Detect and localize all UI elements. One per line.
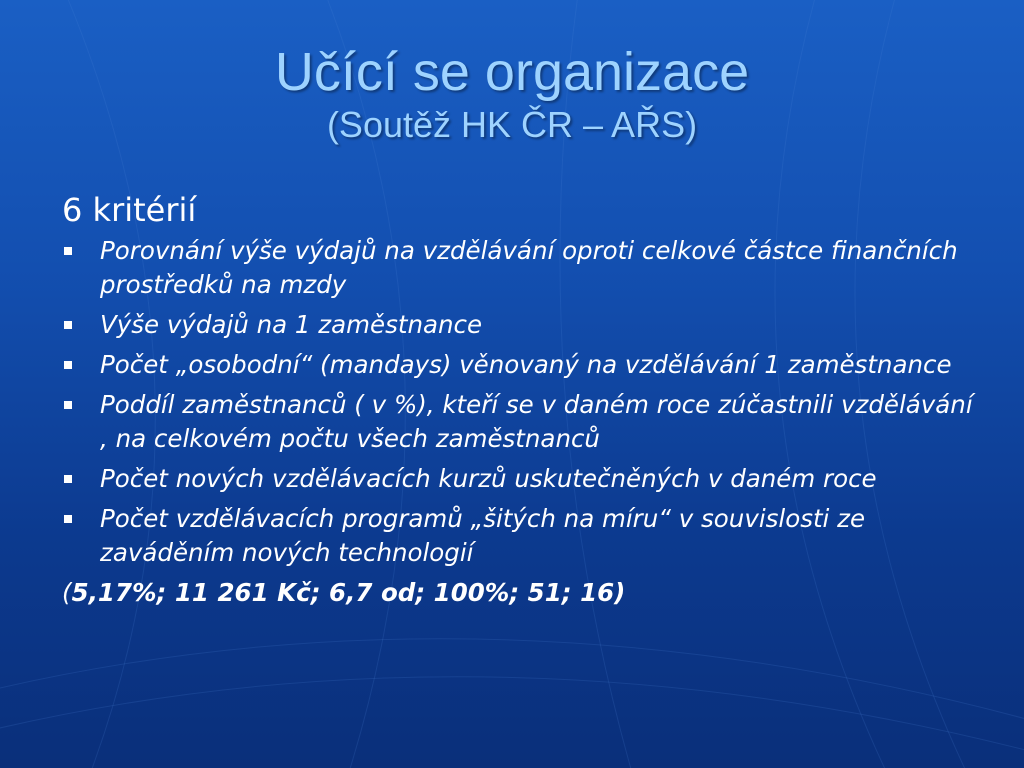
criteria-heading: 6 kritérií [62,191,197,229]
summary-line [62,576,982,610]
criteria-item [62,502,982,570]
slide-title: Učící se organizace [274,42,750,102]
square-bullet-icon [64,321,72,329]
criteria-item-text: Počet „osobodní“ (mandays) věnovaný na vzdělávání 1 zaměstnance [100,350,952,379]
title-block [0,40,1024,146]
criteria-item [62,234,982,302]
slide-subtitle: (Soutěž HK ČR – AŘS) [326,104,698,145]
criteria-item [62,308,982,342]
square-bullet-icon [64,361,72,369]
criteria-item-text: Poddíl zaměstnanců ( v %), kteří se v daném roce zúčastnili vzdělávání , na celkovém počtu všech zaměstnanců [100,390,973,453]
square-bullet-icon [64,247,72,255]
summary-values: 5,17%; 11 261 Kč; 6,7 od; 100%; 51; 16) [71,578,626,607]
square-bullet-icon [64,475,72,483]
square-bullet-icon [64,401,72,409]
criteria-item-text: Počet vzdělávacích programů „šitých na míru“ v souvislosti ze zaváděním nových technologií [100,504,866,567]
criteria-item-text: Porovnání výše výdajů na vzdělávání oproti celkové částce finančních prostředků na mzdy [100,236,958,299]
square-bullet-icon [64,515,72,523]
criteria-item [62,348,982,382]
criteria-item [62,388,982,456]
criteria-item-text: Výše výdajů na 1 zaměstnance [100,310,483,339]
criteria-list [62,234,982,570]
summary-open-paren: ( [62,578,72,607]
criteria-item [62,462,982,496]
criteria-item-text: Počet nových vzdělávacích kurzů uskutečněných v daném roce [100,464,877,493]
slide-content [62,190,982,610]
